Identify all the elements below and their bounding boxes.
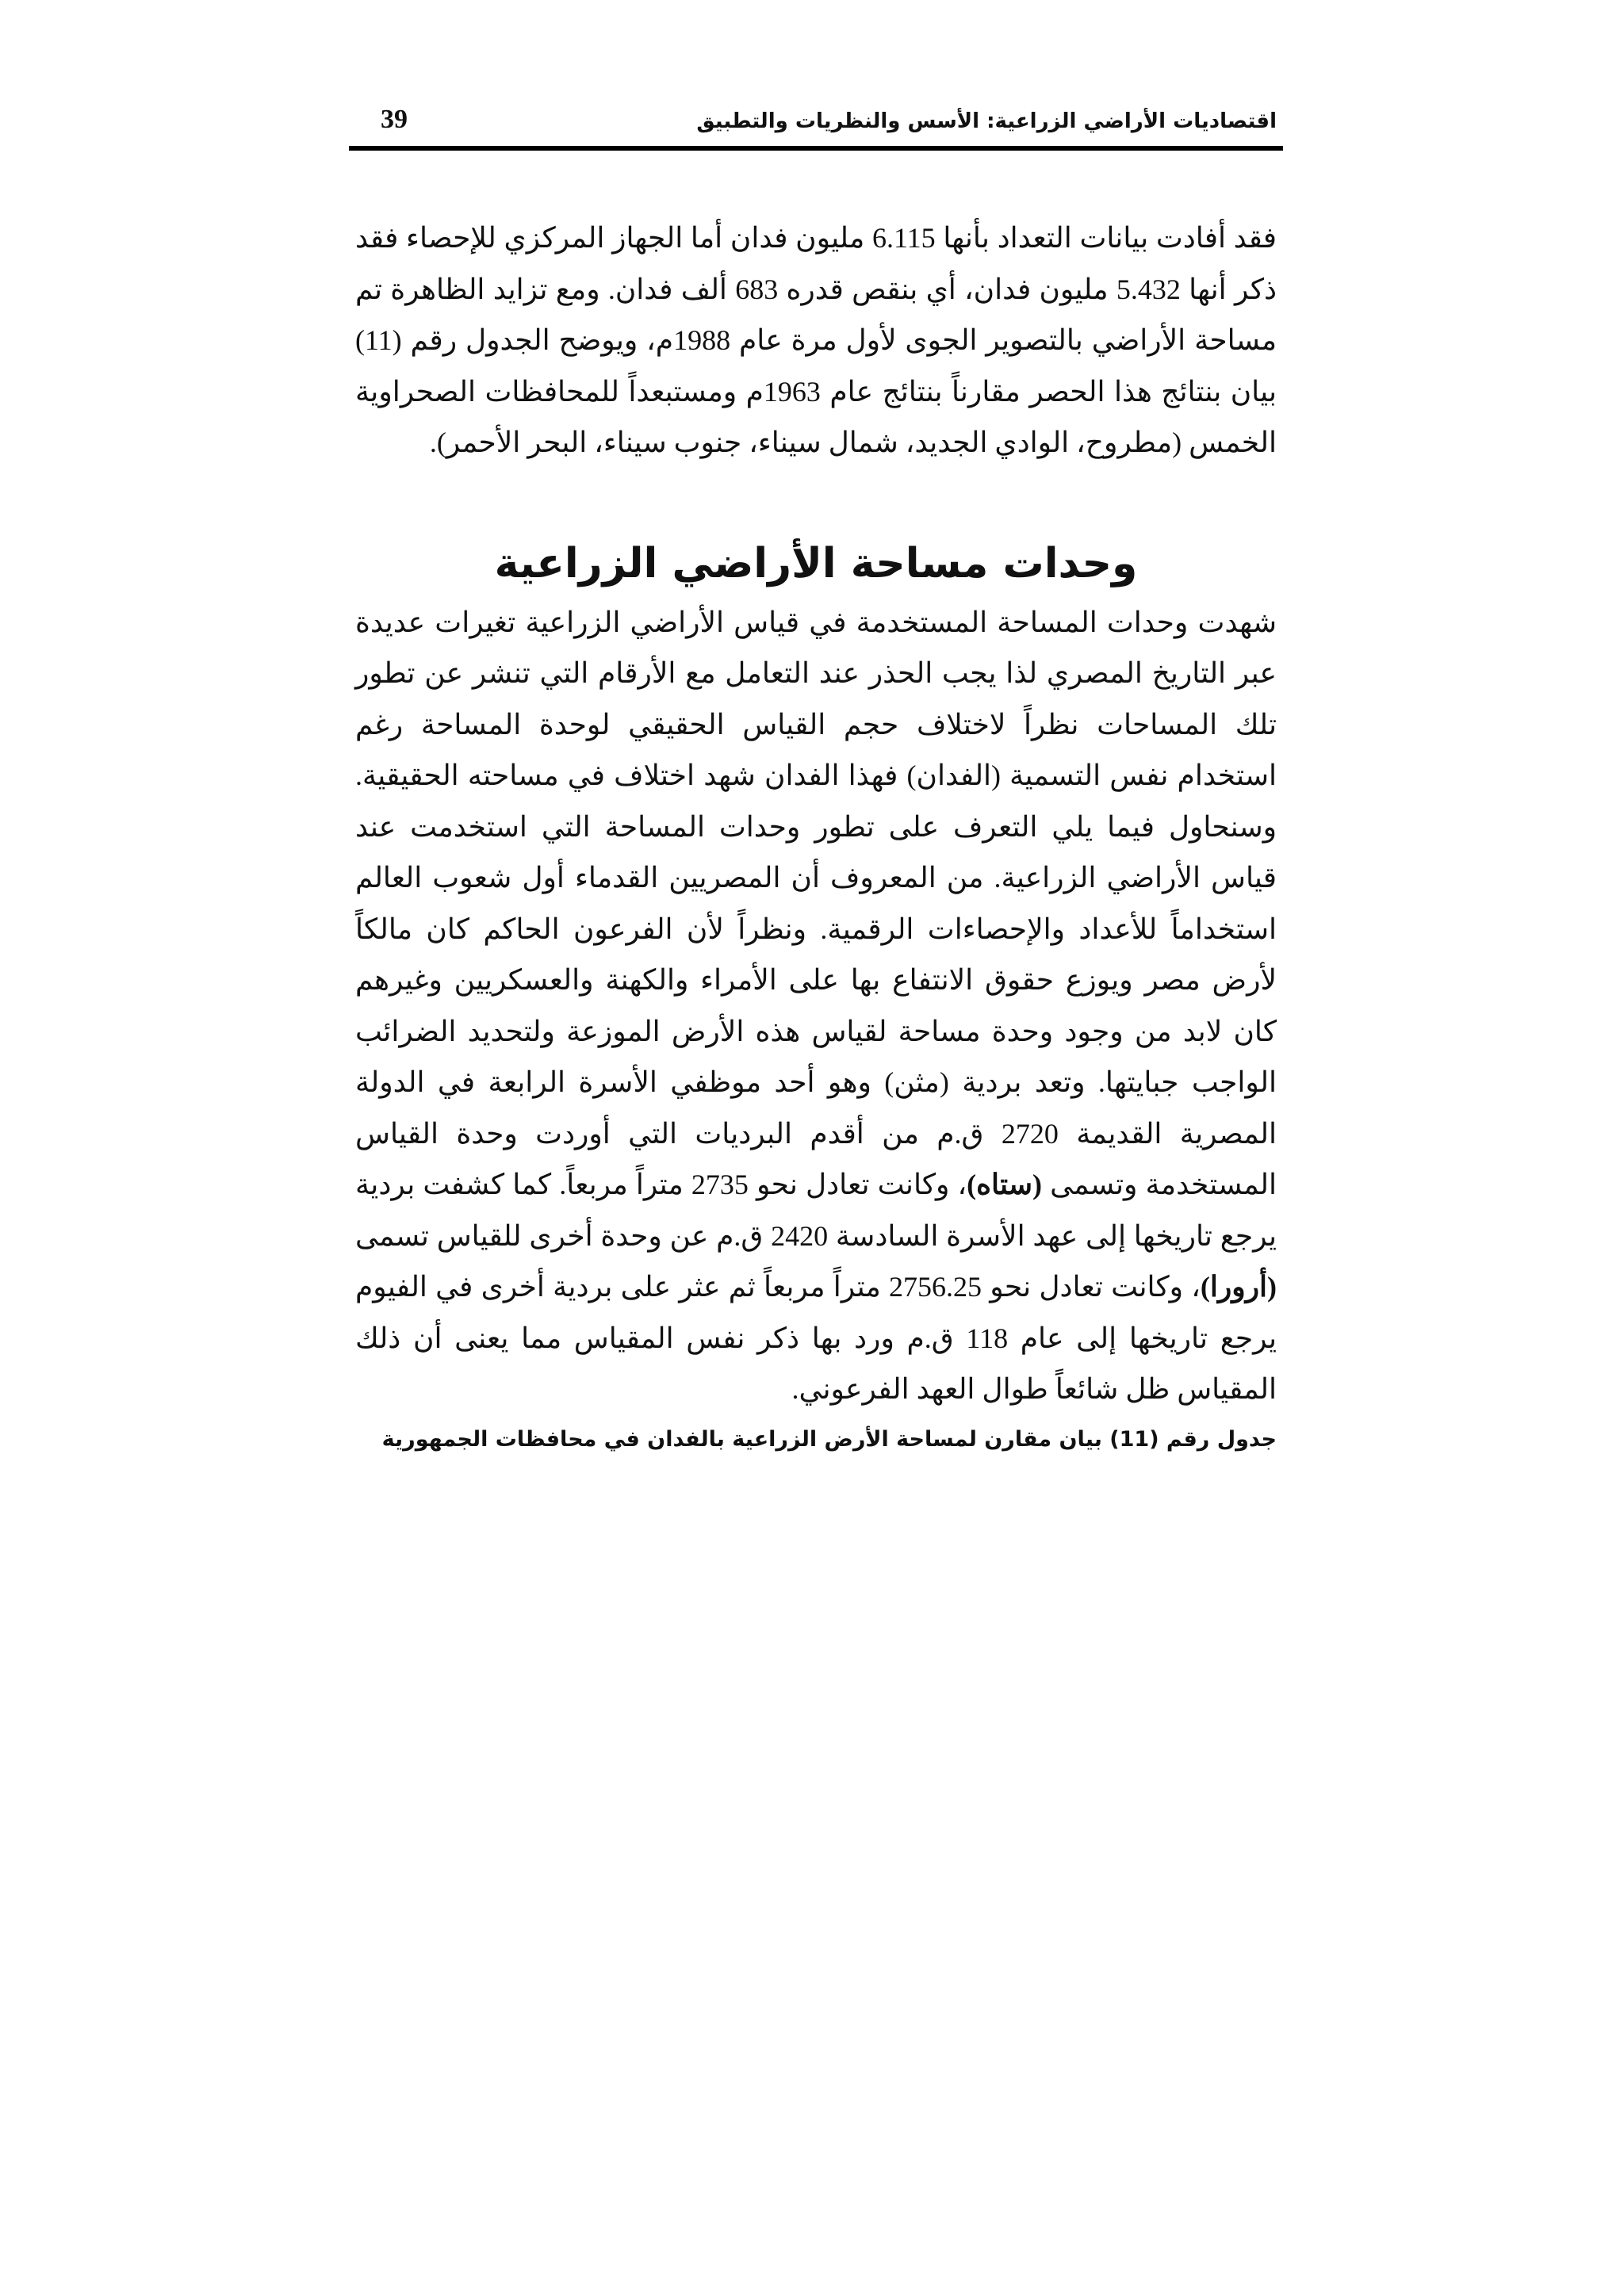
header-rule <box>349 146 1283 151</box>
table-caption: جدول رقم (11) بيان مقارن لمساحة الأرض الزراعية بالفدان في محافظات الجمهورية <box>381 1426 1277 1452</box>
unit-term-setat: (ستاه) <box>967 1169 1042 1200</box>
header-title: اقتصاديات الأراضي الزراعية: الأسس والنظريات والتطبيق <box>696 109 1277 133</box>
intro-paragraph: فقد أفادت بيانات التعداد بأنها 6.115 مليون فدان أما الجهاز المركزي للإحصاء فقد ذكر أنها 5.432 مليون فدان، أي بنقص قدره 683 ألف فدان. ومع تزايد الظاهرة تم مساحة الأراضي بالتصوير الجوى لأول مرة عام 1988م، ويوضح الجدول رقم (11) بيان بنتائج هذا الحصر مقارناً بنتائج عام 1963م ومستبعداً للمحافظات الصحراوية الخمس (مطروح، الوادي الجديد، شمال سيناء، جنوب سيناء، البحر الأحمر). <box>355 222 1277 458</box>
page-number: 39 <box>381 105 408 134</box>
body-text-part-1: شهدت وحدات المساحة المستخدمة في قياس الأراضي الزراعية تغيرات عديدة عبر التاريخ المصري لذا يجب الحذر عند التعامل مع الأرقام التي تنشر عن تطور تلك المساحات نظراً لاختلاف حجم القياس الحقيقي لوحدة المساحة رغم استخدام نفس التسمية (الفدان) فهذا الفدان شهد اختلاف في مساحته الحقيقية. وسنحاول فيما يلي التعرف على تطور وحدات المساحة التي استخدمت عند قياس الأراضي الزراعية. من المعروف أن المصريين القدماء أول شعوب العالم استخداماً للأعداد والإحصاءات الرقمية. ونظراً لأن الفرعون الحاكم كان مالكاً لأرض مصر ويوزع حقوق الانتفاع بها على الأمراء والكهنة والعسكريين وغيرهم كان لابد من وجود وحدة مساحة لقياس هذه الأرض الموزعة ولتحديد الضرائب الواجب جبايتها. وتعد بردية (مثن) وهو أحد موظفي الأسرة الرابعة في الدولة المصرية القديمة 2720 ق.م من أقدم البرديات التي أوردت وحدة القياس المستخدمة وتسمى <box>355 606 1277 1200</box>
unit-term-arura: (أرورا) <box>1200 1271 1277 1303</box>
section-body-paragraph <box>355 597 1277 1415</box>
section-heading: وحدات مساحة الأراضي الزراعية <box>494 539 1138 587</box>
body-text-part-3: ، وكانت تعادل نحو 2756.25 متراً مربعاً ثم عثر على بردية أخرى في الفيوم يرجع تاريخها إلى عام 118 ق.م ورد بها ذكر نفس المقياس مما يعنى أن ذلك المقياس ظل شائعاً طوال العهد الفرعوني. <box>355 1271 1277 1405</box>
running-header <box>349 103 1277 151</box>
page-content <box>355 212 1277 1458</box>
body-text-part-2: ، وكانت تعادل نحو 2735 متراً مربعاً. كما كشفت بردية يرجع تاريخها إلى عهد الأسرة السادسة 2420 ق.م عن وحدة أخرى للقياس تسمى <box>355 1169 1277 1252</box>
